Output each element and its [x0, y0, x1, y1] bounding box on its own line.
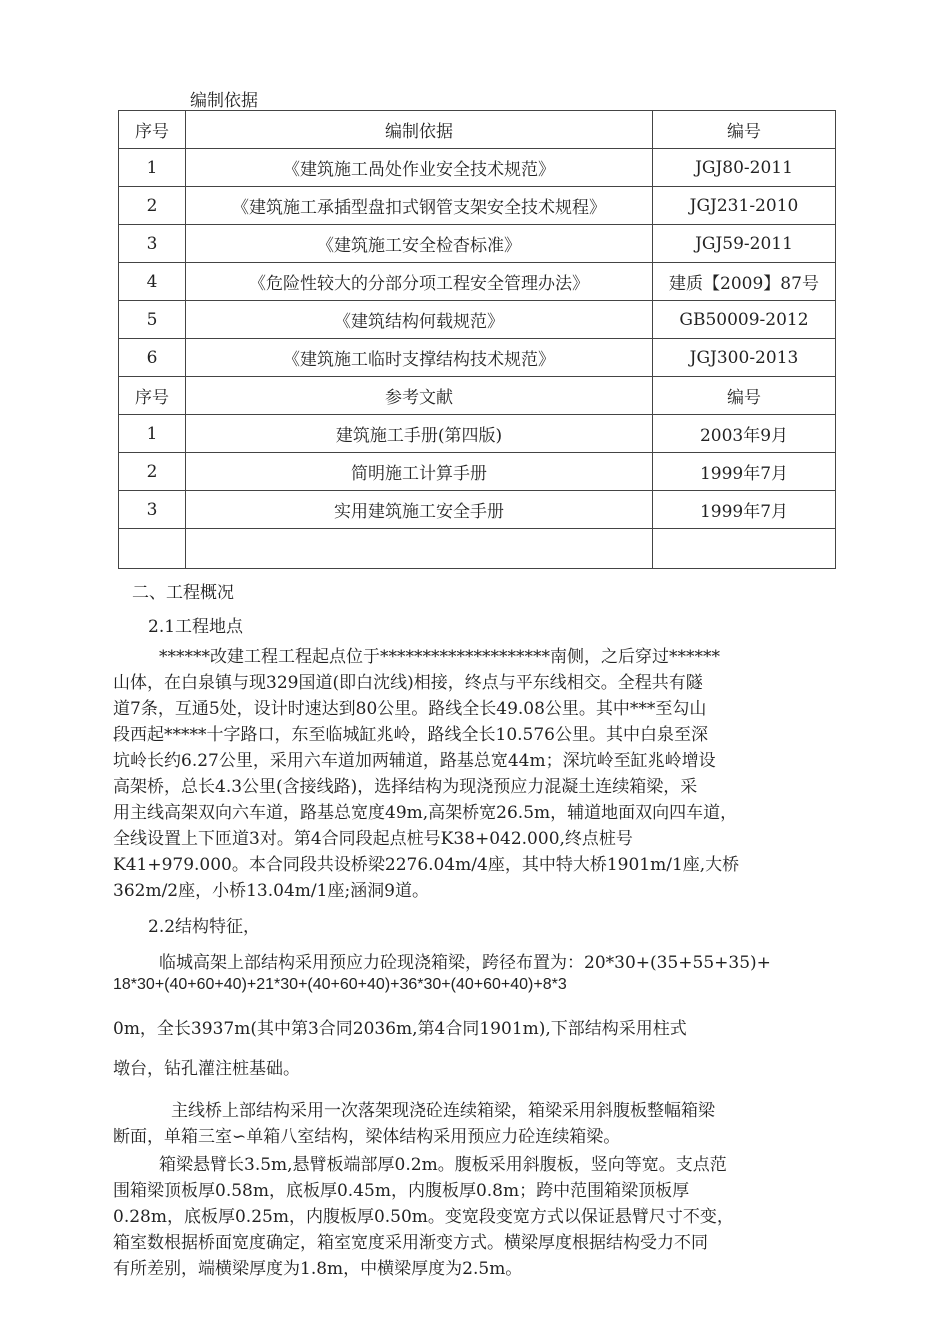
- table-header-row: [119, 111, 836, 149]
- text-line: 高架桥，总长4.3公里(含接线路)，选择结构为现浇预应力混凝土连续箱梁，采: [113, 777, 698, 797]
- row-title: 《建筑结构何载规范》: [186, 301, 653, 339]
- text-line: 临城高架上部结构采用预应力砼现浇箱梁，跨径布置为：20*30+(35+55+35)+: [159, 953, 771, 973]
- text-line: K41+979.000。本合同段共设桥梁2276.04m/4座，其中特大桥1901m/1座,大桥: [113, 855, 740, 875]
- text-line: 坑岭长约6.27公里，采用六车道加两辅道，路基总宽44m；深坑岭至缸兆岭增设: [113, 751, 716, 771]
- row-code: JGJ59-2011: [653, 225, 836, 263]
- table-row: [119, 187, 836, 225]
- text-line: 全线设置上下匝道3对。第4合同段起点桩号K38+042.000,终点桩号: [113, 829, 633, 849]
- header-title: 参考文献: [186, 377, 653, 415]
- paragraph-location: [113, 644, 838, 904]
- empty-table-row: [119, 529, 836, 569]
- header-code: 编号: [653, 377, 836, 415]
- row-no: 1: [119, 415, 186, 453]
- text-line: 断面，单箱三室∽单箱八室结构，梁体结构采用预应力砼连续箱梁。: [113, 1127, 621, 1147]
- empty-cell: [186, 529, 653, 569]
- table-row: [119, 263, 836, 301]
- text-line: 用主线高架双向六车道，路基总宽度49m,高架桥宽26.5m，辅道地面双向四车道，: [113, 803, 738, 823]
- text-line: 箱室数根据桥面宽度确定，箱室宽度采用渐变方式。横梁厚度根据结构受力不同: [113, 1233, 708, 1253]
- row-title: 建筑施工手册(第四版): [186, 415, 653, 453]
- reference-table: [118, 110, 836, 569]
- row-no: 3: [119, 225, 186, 263]
- row-title: 《建筑施工承插型盘扣式钢管支架安全技术规程》: [186, 187, 653, 225]
- text-line: 有所差别，端横梁厚度为1.8m，中横梁厚度为2.5m。: [113, 1259, 523, 1279]
- row-code: 1999年7月: [653, 491, 836, 529]
- row-no: 5: [119, 301, 186, 339]
- row-no: 2: [119, 453, 186, 491]
- row-no: 4: [119, 263, 186, 301]
- row-title: 《建筑施工临时支撑结构技术规范》: [186, 339, 653, 377]
- row-code: 建质【2009】87号: [653, 263, 836, 301]
- header-no: 序号: [119, 111, 186, 149]
- row-code: 2003年9月: [653, 415, 836, 453]
- row-code: JGJ80-2011: [653, 149, 836, 187]
- table-header-row: [119, 377, 836, 415]
- header-code: 编号: [653, 111, 836, 149]
- header-title: 编制依据: [186, 111, 653, 149]
- text-line: 箱梁悬臂长3.5m,悬臂板端部厚0.2m。腹板采用斜腹板，竖向等宽。支点范: [159, 1155, 727, 1175]
- row-code: GB50009-2012: [653, 301, 836, 339]
- text-line: 主线桥上部结构采用一次落架现浇砼连续箱梁，箱梁采用斜腹板整幅箱梁: [171, 1101, 715, 1121]
- row-title: 《建筑施工咼处作业安全技术规范》: [186, 149, 653, 187]
- row-title: 《建筑施工安全检杳标准》: [186, 225, 653, 263]
- row-title: 实用建筑施工安全手册: [186, 491, 653, 529]
- row-title: 简明施工计算手册: [186, 453, 653, 491]
- header-no: 序号: [119, 377, 186, 415]
- subsection-heading-structure: 2.2结构特征，: [148, 917, 261, 937]
- table-caption: 编制依据: [190, 91, 258, 111]
- empty-cell: [653, 529, 836, 569]
- row-title: 《危险性较大的分部分项工程安全管理办法》: [186, 263, 653, 301]
- table-row: [119, 491, 836, 529]
- paragraph-superstructure: [113, 1098, 838, 1150]
- row-no: 1: [119, 149, 186, 187]
- text-line: 道7条，互通5处，设计时速达到80公里。路线全长49.08公里。其中***至勾山: [113, 699, 707, 719]
- table-row: [119, 225, 836, 263]
- text-line: 段西起*****十字路口，东至临城缸兆岭，路线全长10.576公里。其中白泉至深: [113, 725, 708, 745]
- row-no: 2: [119, 187, 186, 225]
- row-code: JGJ231-2010: [653, 187, 836, 225]
- section-heading: 二、工程概况: [132, 583, 234, 603]
- subsection-heading-location: 2.1工程地点: [148, 617, 244, 637]
- table-row: [119, 453, 836, 491]
- table-row: [119, 415, 836, 453]
- table-row: [119, 149, 836, 187]
- table-row: [119, 339, 836, 377]
- empty-cell: [119, 529, 186, 569]
- text-line: 山体，在白泉镇与现329国道(即白沈线)相接，终点与平东线相交。全程共有隧: [113, 673, 703, 693]
- text-line: 0.28m，底板厚0.25m，内腹板厚0.50m。变宽段变宽方式以保证悬臂尺寸不变，: [113, 1207, 734, 1227]
- table-row: [119, 301, 836, 339]
- text-line: 围箱梁顶板厚0.58m，底板厚0.45m，内腹板厚0.8m；跨中范围箱梁顶板厚: [113, 1181, 690, 1201]
- text-line: 0m，全长3937m(其中第3合同2036m,第4合同1901m),下部结构采用柱式: [113, 1019, 687, 1039]
- row-code: JGJ300-2013: [653, 339, 836, 377]
- row-no: 3: [119, 491, 186, 529]
- paragraph-box-girder: [113, 1152, 838, 1282]
- row-no: 6: [119, 339, 186, 377]
- text-line: 墩台，钻孔灌注桩基础。: [113, 1059, 300, 1079]
- row-code: 1999年7月: [653, 453, 836, 491]
- text-line: 18*30+(40+60+40)+21*30+(40+60+40)+36*30+(40+60+40)+8*3: [113, 976, 567, 993]
- text-line: ******改建工程工程起点位于********************南侧，之后穿过******: [159, 647, 720, 667]
- text-line: 362m/2座，小桥13.04m/1座;涵洞9道。: [113, 881, 429, 901]
